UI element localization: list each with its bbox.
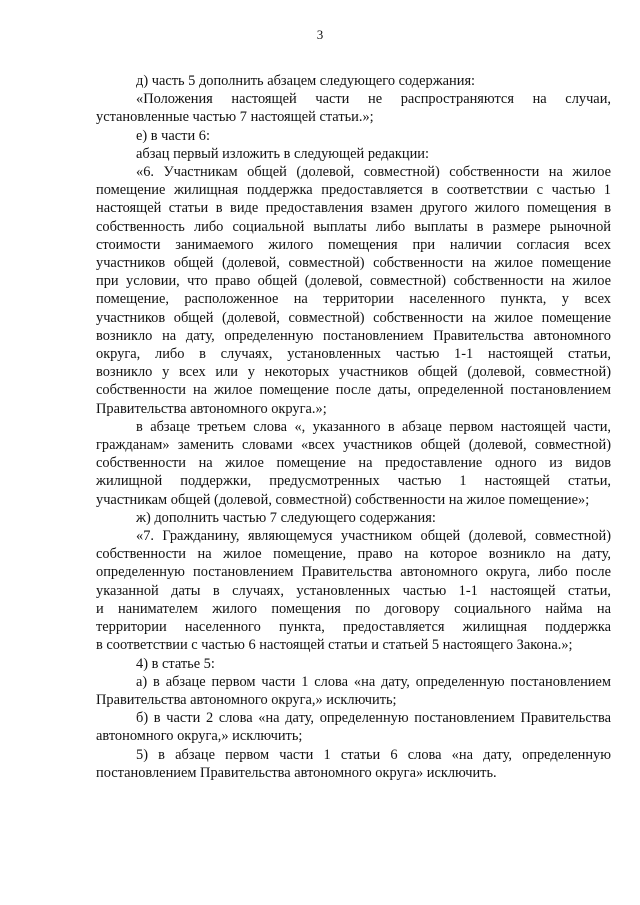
- text-line: округа, либо в случаях, установленных частью 1-1 настоящей статьи,: [96, 346, 611, 363]
- text-line: стоимости занимаемого жилого помещения при наличии согласия всех: [96, 236, 611, 253]
- text-line: в абзаце третьем слова «, указанного в абзаце первом настоящей части,: [136, 418, 611, 435]
- text-line: собственности на жилое помещение на предоставление одного из видов: [96, 455, 611, 472]
- paragraph: [96, 418, 611, 509]
- text-line: жилищной поддержки, предусмотренных частью 1 настоящей статьи,: [96, 473, 611, 490]
- paragraph: [96, 527, 611, 654]
- paragraph: [96, 145, 611, 163]
- text-line: гражданам» заменить словами «всех участников общей (долевой, совместной): [96, 437, 611, 454]
- text-line: Правительства автономного округа,» исключить;: [96, 691, 397, 708]
- document-body: [96, 72, 611, 782]
- text-line: помещение жилищная поддержка предоставляется в соответствии с частью 1: [96, 182, 611, 199]
- text-line: указанной даты в случаях, установленных частью 1-1 настоящей статьи,: [96, 582, 611, 599]
- text-line: настоящей статьи в виде предоставления взамен другого жилого помещения в: [96, 200, 611, 217]
- text-line: собственности на жилое помещение после даты, определенной постановлением: [96, 382, 611, 399]
- paragraph: [96, 655, 611, 673]
- text-line: д) часть 5 дополнить абзацем следующего содержания:: [136, 73, 476, 89]
- text-line: «Положения настоящей части не распространяются на случаи,: [136, 91, 611, 108]
- paragraph: [96, 509, 611, 527]
- text-line: абзац первый изложить в следующей редакции:: [136, 145, 430, 162]
- text-line: при условии, что право общей (долевой, совместной) собственности на жилое: [96, 273, 611, 290]
- text-line: в соответствии с частью 6 настоящей статьи и статьей 5 настоящего Закона.»;: [96, 637, 573, 654]
- text-line: участников общей (долевой, совместной) собственности на жилое помещение: [96, 255, 611, 272]
- text-line: «6. Участникам общей (долевой, совместной) собственности на жилое: [136, 164, 611, 181]
- paragraph: [96, 746, 611, 782]
- text-line: е) в части 6:: [136, 127, 210, 144]
- text-line: определенную постановлением Правительства автономного округа, либо после: [96, 564, 611, 581]
- paragraph: [96, 72, 611, 90]
- text-line: участникам общей (долевой, совместной) собственности на жилое помещение»;: [96, 491, 590, 508]
- paragraph: [96, 709, 611, 745]
- paragraph: [96, 673, 611, 709]
- text-line: и нанимателем жилого помещения по договору социального найма на: [96, 600, 611, 617]
- text-line: б) в части 2 слова «на дату, определенную постановлением Правительства: [136, 710, 611, 727]
- text-line: «7. Гражданину, являющемуся участником общей (долевой, совместной): [136, 528, 611, 545]
- text-line: собственности на жилое помещение, право на которое возникло на дату,: [96, 546, 611, 563]
- paragraph: [96, 90, 611, 126]
- text-line: возникло у всех или у некоторых участников общей (долевой, совместной): [96, 364, 611, 381]
- text-line: участников общей (долевой, совместной) собственности на жилое помещение: [96, 309, 611, 326]
- text-line: Правительства автономного округа.»;: [96, 400, 327, 417]
- text-line: установленные частью 7 настоящей статьи.»;: [96, 109, 374, 126]
- text-line: 4) в статье 5:: [136, 655, 215, 672]
- text-line: а) в абзаце первом части 1 слова «на дату, определенную постановлением: [136, 673, 611, 690]
- text-line: ж) дополнить частью 7 следующего содержания:: [136, 509, 436, 526]
- text-line: автономного округа,» исключить;: [96, 728, 303, 745]
- text-line: помещение, расположенное на территории населенного пункта, у всех: [96, 291, 611, 308]
- text-line: 5) в абзаце первом части 1 статьи 6 слова «на дату, определенную: [136, 746, 611, 763]
- paragraph: [96, 163, 611, 418]
- text-line: постановлением Правительства автономного округа» исключить.: [96, 764, 497, 781]
- text-line: территории населенного пункта, предоставляется жилищная поддержка: [96, 619, 611, 636]
- page-number: 3: [316, 27, 324, 42]
- text-line: возникло на дату, определенную постановлением Правительства автономного: [96, 327, 611, 344]
- paragraph: [96, 127, 611, 145]
- text-line: собственность либо социальной выплаты либо выплаты в размере рыночной: [96, 218, 611, 235]
